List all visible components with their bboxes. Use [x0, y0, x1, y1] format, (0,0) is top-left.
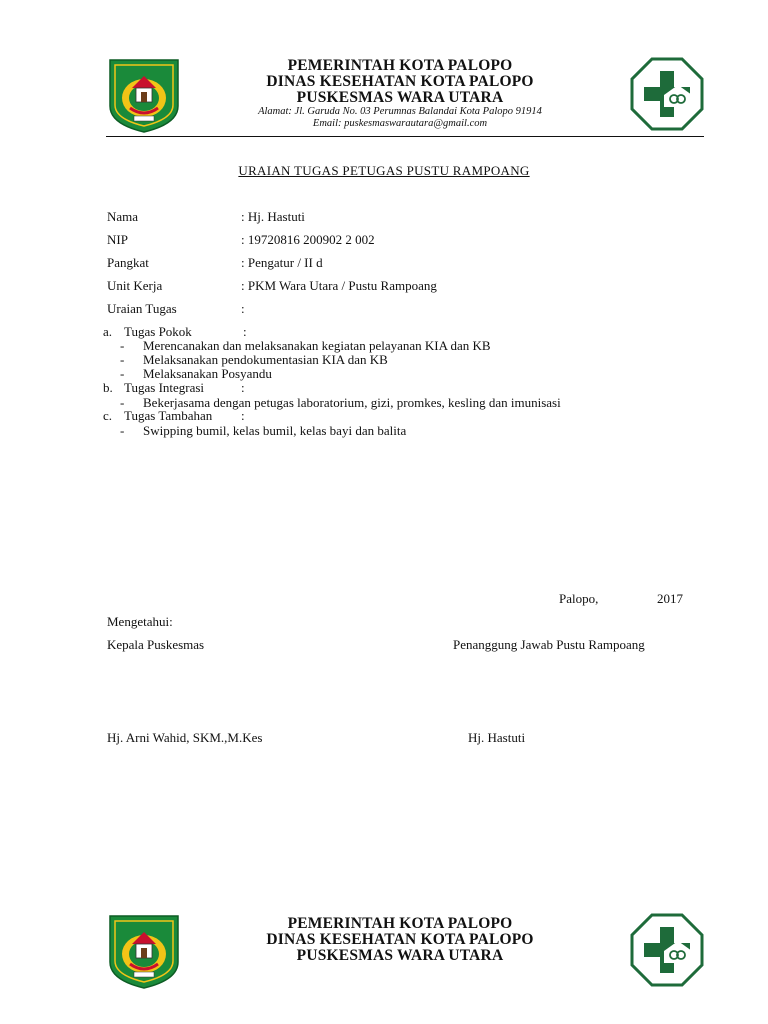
puskesmas-cross-icon [630, 913, 704, 987]
identity-value: : PKM Wara Utara / Pustu Rampoang [241, 278, 437, 293]
list-item-text: Melaksanakan Posyandu [143, 366, 272, 381]
city-emblem-icon [106, 914, 182, 990]
header-email: Email: puskesmaswarautara@gmail.com [312, 118, 488, 129]
section-letter: c. [103, 408, 113, 423]
list-item-text: Swipping bumil, kelas bumil, kelas bayi dan balita [143, 423, 407, 438]
list-dash: - [120, 352, 125, 367]
letterhead-bottom [0, 908, 768, 1008]
section-colon: : [241, 408, 245, 423]
document-title: URAIAN TUGAS PETUGAS PUSTU RAMPOANG [238, 163, 530, 178]
header-line-3: PUSKESMAS WARA UTARA [296, 947, 504, 964]
list-dash: - [120, 338, 125, 353]
identity-label: Unit Kerja [107, 278, 163, 293]
section-letter: a. [103, 324, 113, 339]
city-emblem-icon [106, 58, 182, 134]
identity-value: : Pengatur / II d [241, 255, 323, 270]
identity-label: Nama [107, 209, 139, 224]
list-item-text: Bekerjasama dengan petugas laboratorium, gizi, promkes, kesling dan imunisasi [143, 395, 561, 410]
list-dash: - [120, 366, 125, 381]
header-line-1: PEMERINTAH KOTA PALOPO [287, 57, 513, 74]
section-letter: b. [103, 380, 113, 395]
section-colon: : [241, 380, 245, 395]
signature-year: 2017 [657, 591, 683, 606]
section-name: Tugas Pokok [124, 324, 192, 339]
identity-label: NIP [107, 232, 128, 247]
acknowledged-label: Mengetahui: [107, 614, 173, 629]
right-signer-role: Penanggung Jawab Pustu Rampoang [453, 637, 645, 652]
signature-place: Palopo, [559, 591, 599, 606]
left-signer-role: Kepala Puskesmas [107, 637, 205, 652]
list-dash: - [120, 423, 125, 438]
list-dash: - [120, 395, 125, 410]
left-signer-name: Hj. Arni Wahid, SKM.,M.Kes [107, 730, 263, 745]
list-item-text: Melaksanakan pendokumentasian KIA dan KB [143, 352, 388, 367]
header-line-1: PEMERINTAH KOTA PALOPO [287, 915, 513, 932]
right-signer-name: Hj. Hastuti [468, 730, 526, 745]
identity-value: : 19720816 200902 2 002 [241, 232, 375, 247]
identity-value: : [241, 301, 245, 316]
header-line-3: PUSKESMAS WARA UTARA [296, 89, 504, 106]
identity-value: : Hj. Hastuti [241, 209, 305, 224]
header-line-2: DINAS KESEHATAN KOTA PALOPO [266, 931, 534, 948]
identity-label: Pangkat [107, 255, 149, 270]
section-colon: : [243, 324, 247, 339]
list-item-text: Merencanakan dan melaksanakan kegiatan pelayanan KIA dan KB [143, 338, 491, 353]
header-line-2: DINAS KESEHATAN KOTA PALOPO [266, 73, 534, 90]
puskesmas-cross-icon [630, 57, 704, 131]
header-divider [106, 136, 704, 137]
letterhead-top [0, 52, 768, 152]
section-name: Tugas Tambahan [124, 408, 213, 423]
section-name: Tugas Integrasi [124, 380, 205, 395]
identity-label: Uraian Tugas [107, 301, 177, 316]
header-address: Alamat: Jl. Garuda No. 03 Perumnas Balandai Kota Palopo 91914 [258, 106, 542, 117]
